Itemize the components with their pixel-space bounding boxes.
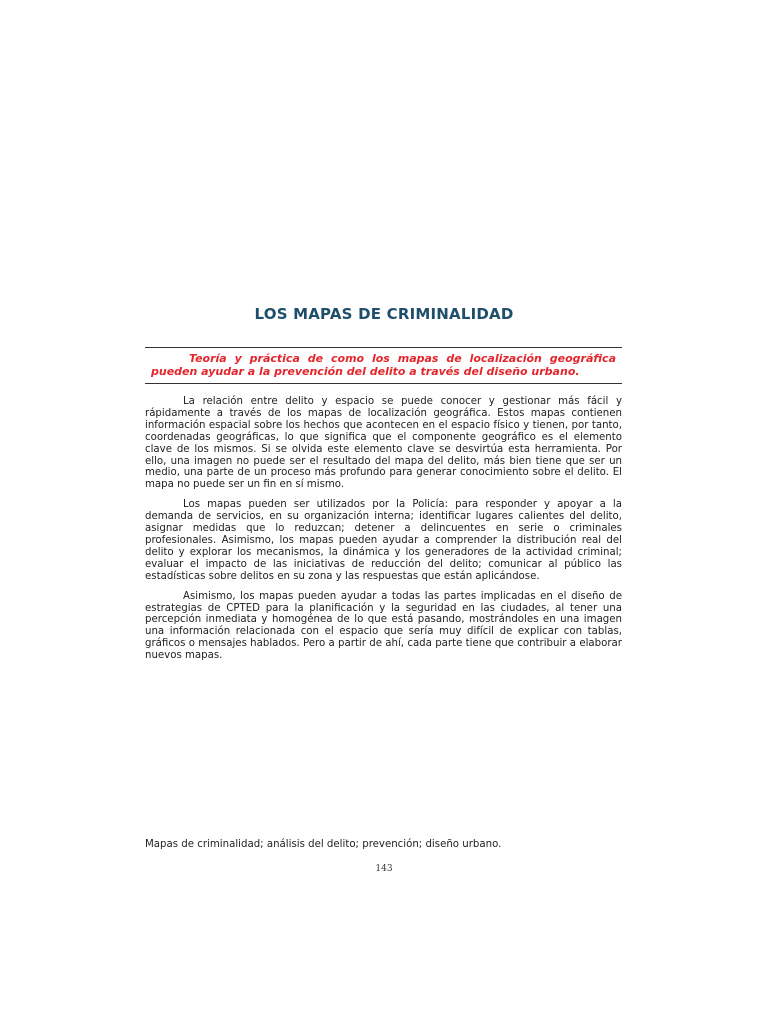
body-text — [145, 396, 622, 670]
body-paragraph-2: Los mapas pueden ser utilizados por la Policía: para responder y apoyar a la demanda de servicios, en su organización interna; identificar lugares calientes del delito, asignar medidas que lo reduzcan; detener a delincuentes en serie o criminales profesionales. Asimismo, los mapas pueden ayudar a comprender la distribución real del delito y explorar los mecanismos, la dinámica y los generadores de la actividad criminal; evaluar el impacto de las iniciativas de reducción del delito; comunicar al público las estadísticas sobre delitos en su zona y las respuestas que están aplicándose. — [145, 499, 622, 582]
page-title: LOS MAPAS DE CRIMINALIDAD — [254, 305, 514, 323]
abstract-text: Teoría y práctica de como los mapas de localización geográfica pueden ayudar a la prevención del delito a través del diseño urbano. — [151, 352, 616, 378]
page-number: 143 — [375, 864, 393, 874]
body-paragraph-3: Asimismo, los mapas pueden ayudar a todas las partes implicadas en el diseño de estrategias de CPTED para la planificación y la seguridad en las ciudades, al tener una percepción inmediata y homogénea de lo que está pasando, mostrándoles en una imagen una información relacionada con el espacio que sería muy difícil de explicar con tablas, gráficos o mensajes hablados. Pero a partir de ahí, cada parte tiene que contribuir a elaborar nuevos mapas. — [145, 590, 622, 662]
abstract-top-divider — [145, 347, 622, 348]
abstract-bottom-divider — [145, 383, 622, 384]
keywords-line: Mapas de criminalidad; análisis del delito; prevención; diseño urbano. — [145, 839, 502, 850]
body-paragraph-1: La relación entre delito y espacio se puede conocer y gestionar más fácil y rápidamente a través de los mapas de localización geográfica. Estos mapas contienen información espacial sobre los hechos que acontecen en el espacio físico y tienen, por tanto, coordenadas geográficas, lo que significa que el componente geográfico es el elemento clave de los mismos. Si se olvida este elemento clave se desvirtúa esta herramienta. Por ello, una imagen no puede ser el resultado del mapa del delito, más bien tiene que ser un medio, una parte de un proceso más profundo para generar conocimiento sobre el delito. El mapa no puede ser un fin en sí mismo. — [145, 396, 622, 491]
